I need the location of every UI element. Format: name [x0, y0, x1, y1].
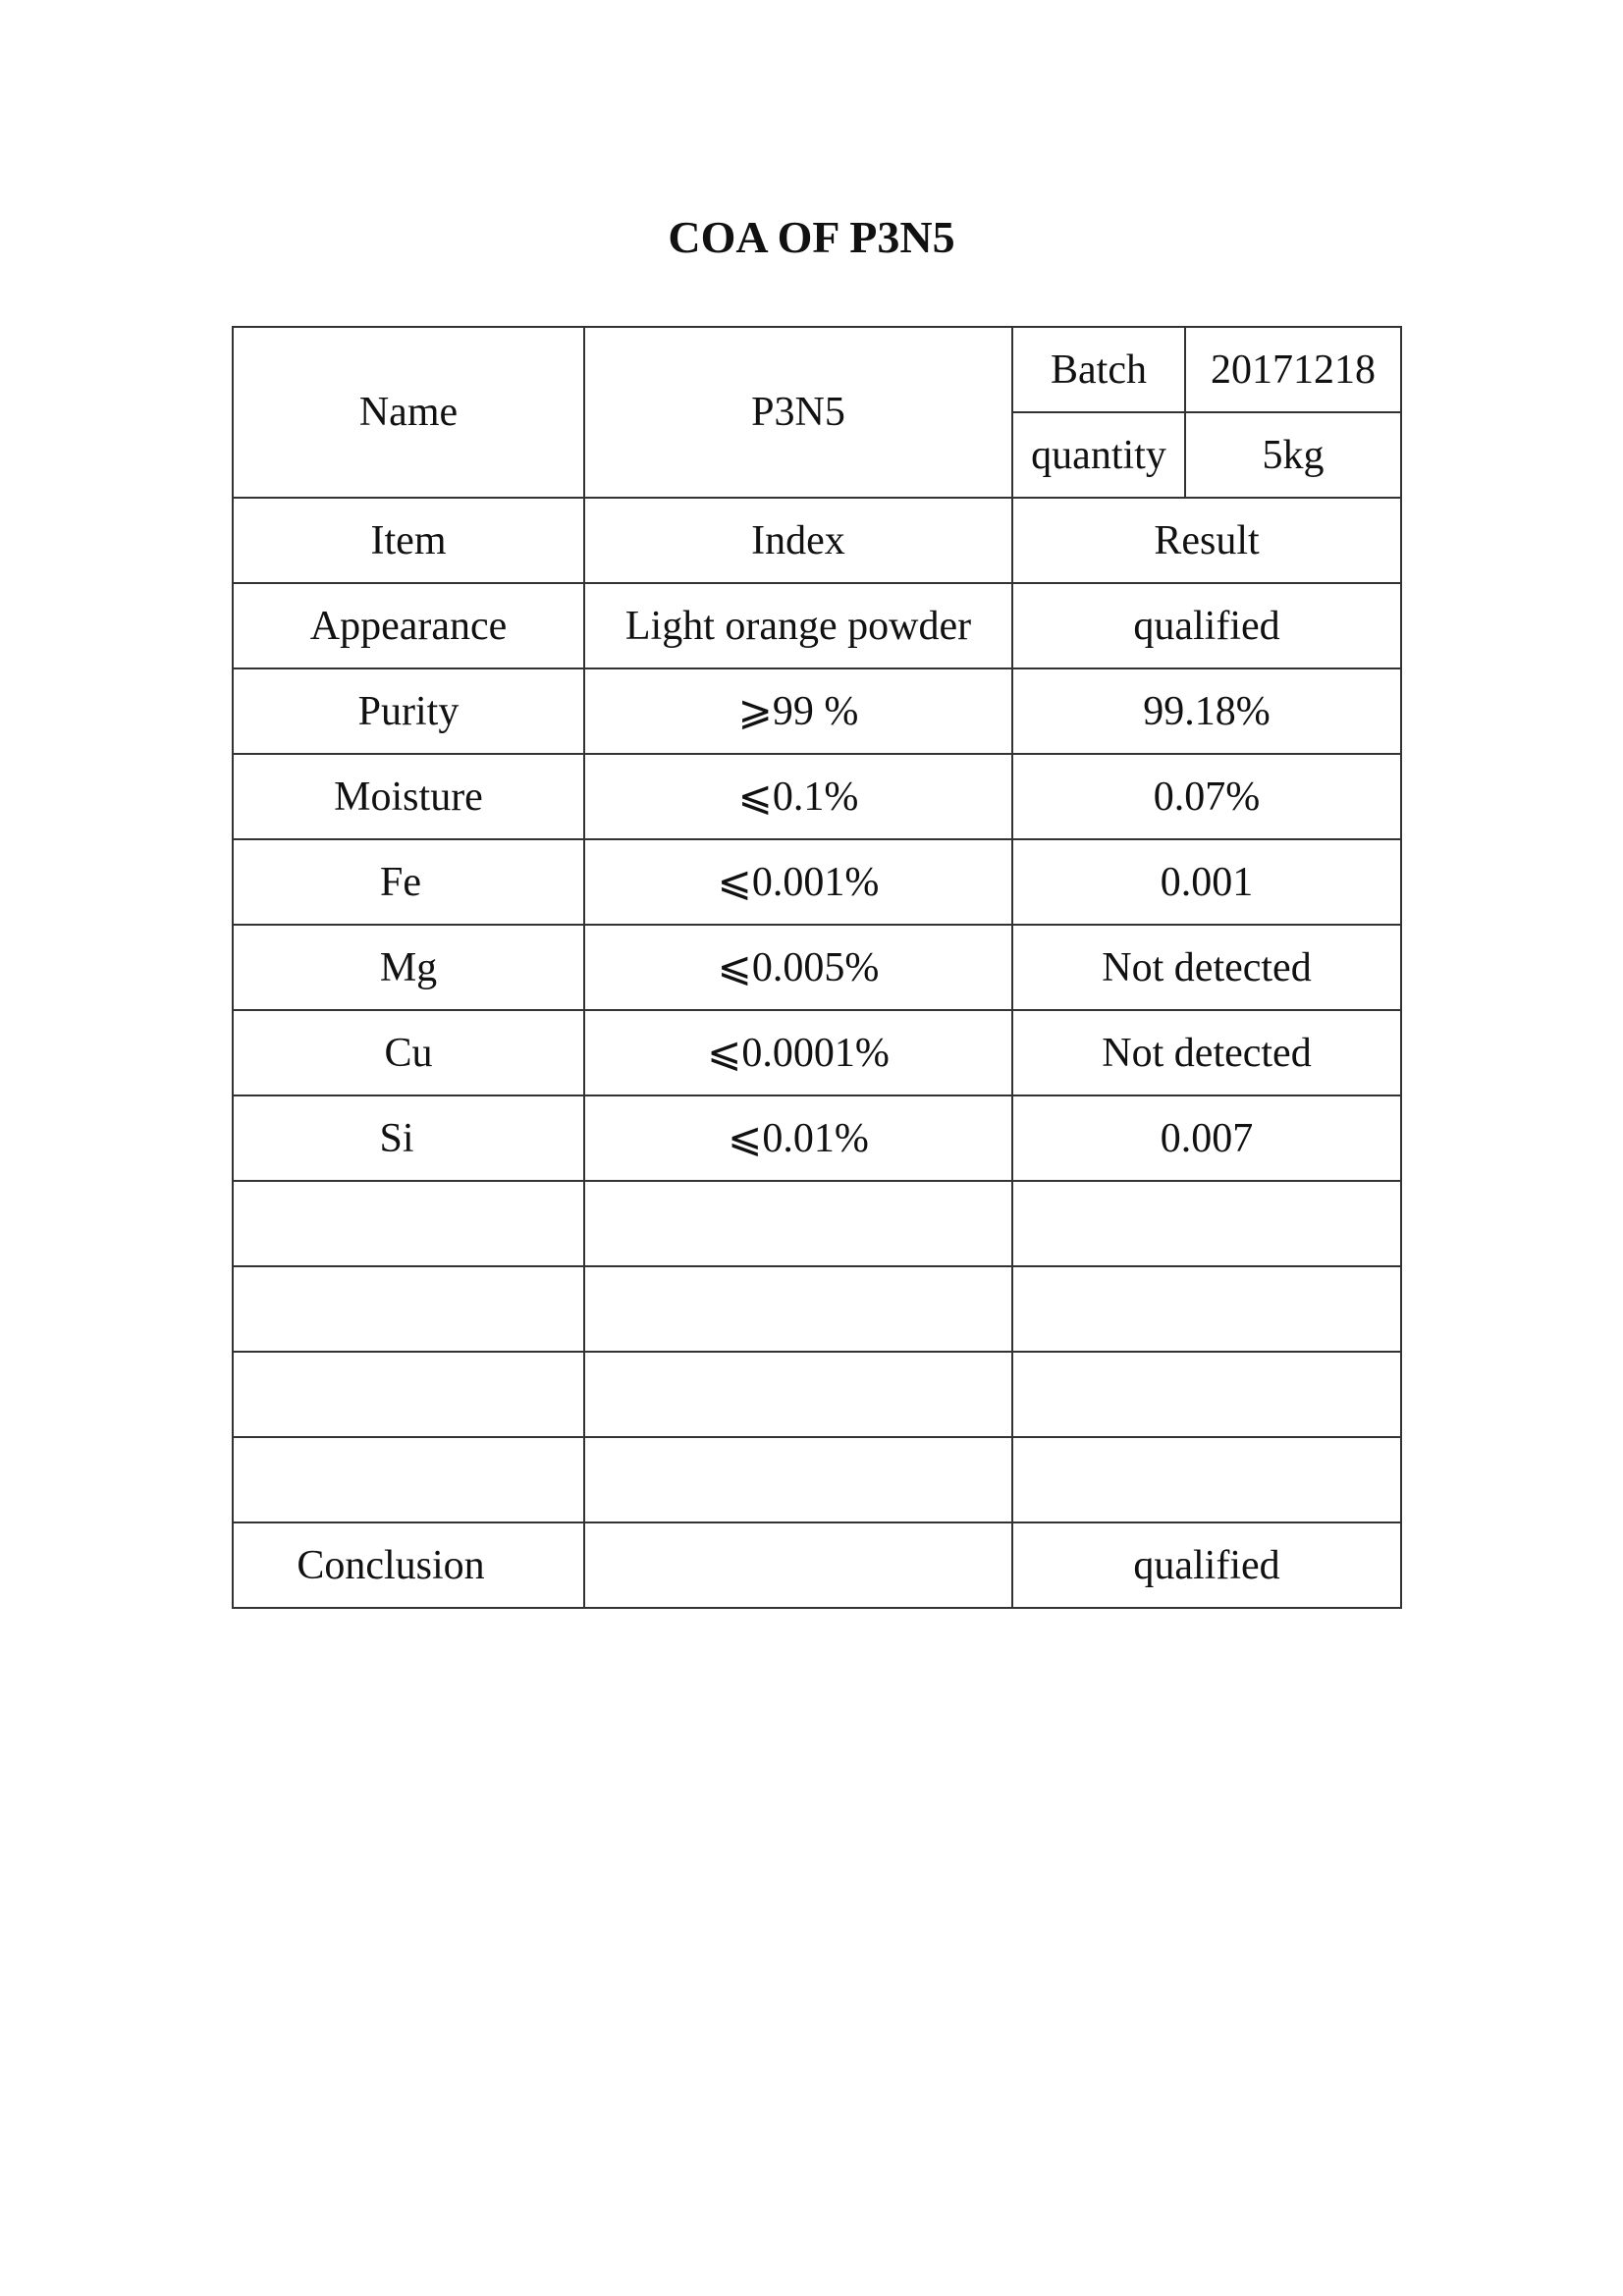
- table-row: [233, 1010, 1401, 1095]
- empty-row: [233, 1352, 1401, 1437]
- table-row: [233, 839, 1401, 925]
- empty-cell: [584, 1266, 1012, 1352]
- result-cell: 0.007: [1012, 1095, 1401, 1181]
- index-cell: ⩽0.0001%: [584, 1010, 1012, 1095]
- empty-cell: [1012, 1181, 1401, 1266]
- index-cell: ⩽0.01%: [584, 1095, 1012, 1181]
- result-cell: 0.07%: [1012, 754, 1401, 839]
- item-cell: Purity: [233, 668, 584, 754]
- quantity-label: quantity: [1031, 432, 1166, 478]
- item-cell: [233, 1095, 584, 1181]
- table-row: [233, 925, 1401, 1010]
- item-cell: Moisture: [233, 754, 584, 839]
- empty-cell: [233, 1437, 584, 1522]
- quantity-label-cell: [1012, 412, 1185, 498]
- name-label-cell: [233, 327, 584, 498]
- conclusion-label: Conclusion: [297, 1542, 485, 1588]
- batch-label: Batch: [1051, 347, 1147, 393]
- conclusion-index-cell: [584, 1522, 1012, 1608]
- name-value-cell: [584, 327, 1012, 498]
- batch-value-cell: [1185, 327, 1401, 412]
- column-header-item: Item: [233, 498, 584, 583]
- result-cell: Not detected: [1012, 925, 1401, 1010]
- empty-cell: [1012, 1437, 1401, 1522]
- empty-cell: [1012, 1266, 1401, 1352]
- empty-cell: [584, 1352, 1012, 1437]
- batch-label-cell: [1012, 327, 1185, 412]
- conclusion-result-cell: qualified: [1012, 1522, 1401, 1608]
- item-cell: Cu: [233, 1010, 584, 1095]
- column-header-index: Index: [584, 498, 1012, 583]
- result-cell: 0.001: [1012, 839, 1401, 925]
- quantity-value: 5kg: [1262, 432, 1325, 478]
- header-row-batch: [233, 327, 1401, 412]
- column-header-result: Result: [1012, 498, 1401, 583]
- empty-row: [233, 1266, 1401, 1352]
- empty-cell: [1012, 1352, 1401, 1437]
- table-row: [233, 1095, 1401, 1181]
- item-label: Fe: [380, 859, 421, 905]
- conclusion-row: [233, 1522, 1401, 1608]
- name-value: P3N5: [751, 390, 845, 435]
- empty-row: [233, 1437, 1401, 1522]
- index-cell: ⩽0.1%: [584, 754, 1012, 839]
- coa-table: [232, 326, 1402, 1609]
- document-title: COA OF P3N5: [668, 212, 955, 262]
- conclusion-label-cell: [233, 1522, 584, 1608]
- item-cell: [233, 839, 584, 925]
- empty-cell: [584, 1181, 1012, 1266]
- empty-cell: [233, 1266, 584, 1352]
- name-label: Name: [358, 390, 459, 435]
- empty-cell: [233, 1352, 584, 1437]
- empty-row: [233, 1181, 1401, 1266]
- item-cell: Mg: [233, 925, 584, 1010]
- result-cell: Not detected: [1012, 1010, 1401, 1095]
- index-cell: Light orange powder: [584, 583, 1012, 668]
- table-row: [233, 754, 1401, 839]
- quantity-value-cell: [1185, 412, 1401, 498]
- table-row: [233, 583, 1401, 668]
- item-cell: Appearance: [233, 583, 584, 668]
- index-cell: ⩾99 %: [584, 668, 1012, 754]
- batch-value: 20171218: [1211, 347, 1376, 393]
- result-cell: 99.18%: [1012, 668, 1401, 754]
- empty-cell: [233, 1181, 584, 1266]
- table-row: [233, 668, 1401, 754]
- column-header-row: [233, 498, 1401, 583]
- index-cell: ⩽0.005%: [584, 925, 1012, 1010]
- item-label: Si: [379, 1115, 414, 1161]
- empty-cell: [584, 1437, 1012, 1522]
- index-cell: ⩽0.001%: [584, 839, 1012, 925]
- result-cell: qualified: [1012, 583, 1401, 668]
